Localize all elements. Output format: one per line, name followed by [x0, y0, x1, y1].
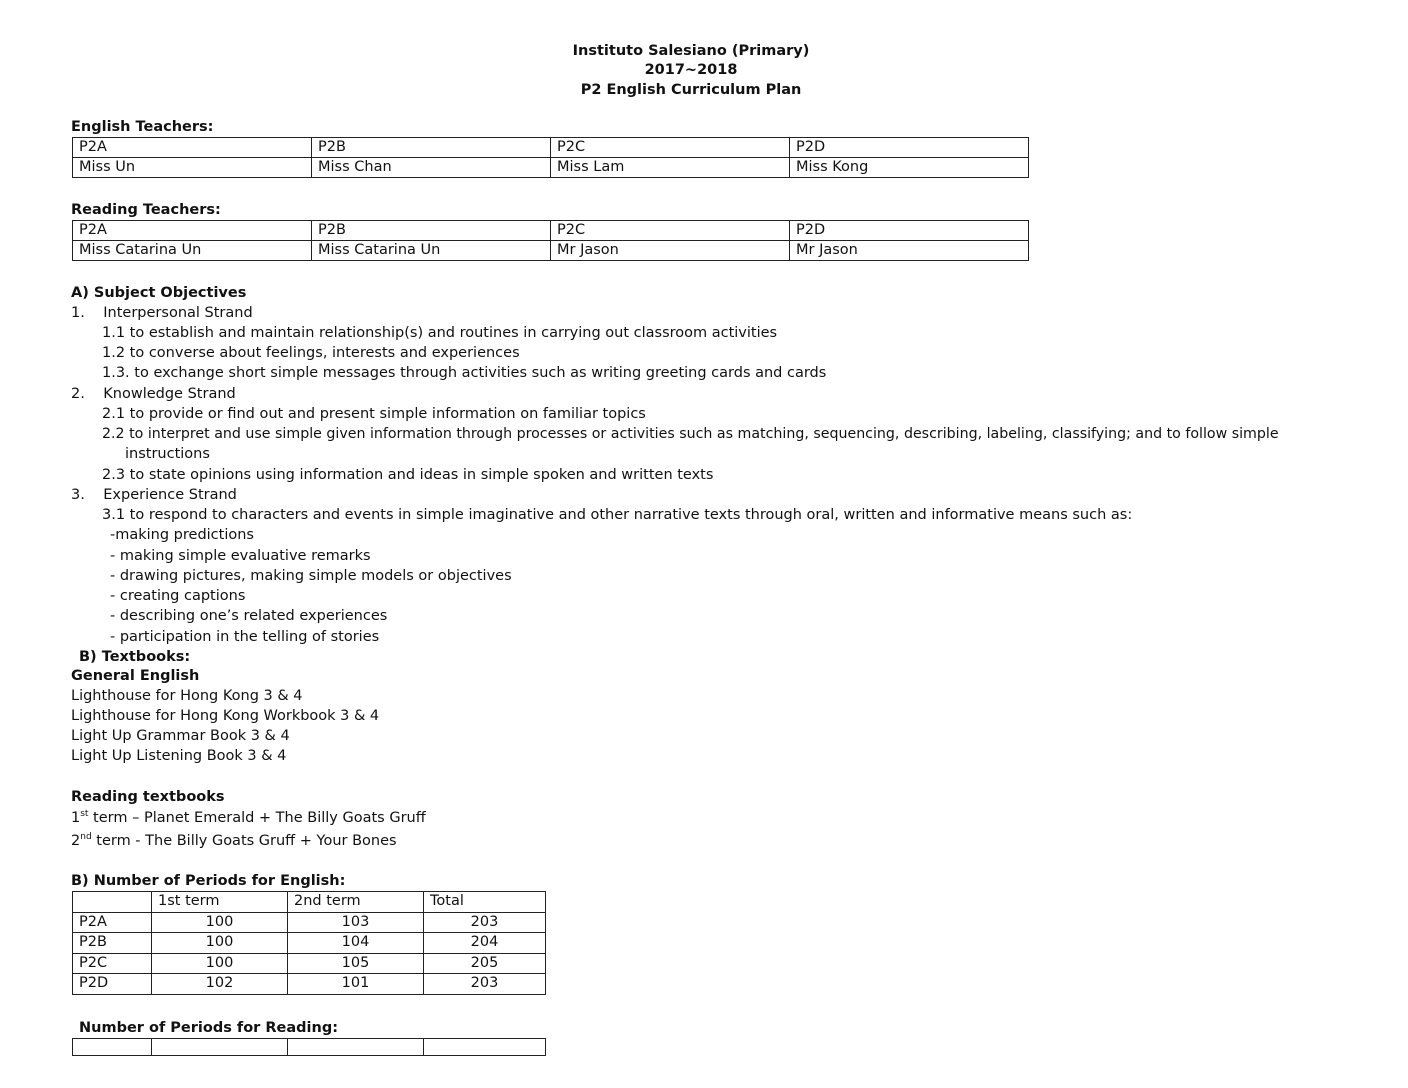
table-row — [73, 138, 1029, 158]
table-row — [73, 158, 1029, 178]
table-cell: 204 — [424, 933, 546, 954]
table-cell: 203 — [424, 912, 546, 933]
table-cell: Miss Lam — [551, 158, 790, 178]
term-text: term – Planet Emerald + The Billy Goats Gruff — [88, 810, 426, 826]
table-cell: 205 — [424, 953, 546, 974]
objectives-heading: A) Subject Objectives — [71, 285, 247, 301]
table-cell — [424, 1039, 546, 1056]
table-header-cell: 2nd term — [288, 892, 424, 913]
ordinal-suffix: st — [80, 809, 89, 820]
table-cell: 105 — [288, 953, 424, 974]
objective-2-2-continued: instructions — [125, 446, 210, 462]
english-teachers-table — [72, 137, 1029, 178]
table-cell: 103 — [288, 912, 424, 933]
bullet-item: - making simple evaluative remarks — [110, 548, 371, 564]
table-cell: Miss Chan — [312, 158, 551, 178]
term-number: 1 — [71, 810, 81, 826]
table-cell: P2A — [73, 138, 312, 158]
bullet-item: -making predictions — [110, 527, 254, 543]
table-cell — [152, 1039, 288, 1056]
table-row — [73, 933, 546, 954]
strand-1: 1. Interpersonal Strand — [71, 305, 253, 321]
periods-reading-label: Number of Periods for Reading: — [79, 1020, 339, 1036]
strand-3: 3. Experience Strand — [71, 487, 237, 503]
objective-1-2: 1.2 to converse about feelings, interests and experiences — [102, 345, 520, 361]
table-cell: P2A — [73, 912, 152, 933]
textbooks-heading: B) Textbooks: — [79, 649, 191, 665]
periods-english-label: B) Number of Periods for English: — [71, 873, 346, 889]
reading-textbooks-heading: Reading textbooks — [71, 789, 225, 805]
periods-reading-table — [72, 1038, 546, 1056]
table-cell — [73, 1039, 152, 1056]
periods-english-table — [72, 891, 546, 995]
table-cell: Mr Jason — [790, 241, 1029, 261]
english-teachers-label: English Teachers: — [71, 119, 214, 135]
table-row — [73, 241, 1029, 261]
table-cell: Mr Jason — [551, 241, 790, 261]
bullet-item: - describing one’s related experiences — [110, 608, 388, 624]
table-cell — [288, 1039, 424, 1056]
table-cell: P2B — [73, 933, 152, 954]
table-cell: 101 — [288, 974, 424, 995]
table-row — [73, 912, 546, 933]
table-cell: 203 — [424, 974, 546, 995]
table-cell: P2A — [73, 221, 312, 241]
objective-1-3: 1.3. to exchange short simple messages through activities such as writing greeting cards and cards — [102, 365, 827, 381]
table-cell: P2C — [73, 953, 152, 974]
reading-term-2 — [71, 832, 397, 850]
ordinal-suffix: nd — [80, 832, 92, 843]
strand-2: 2. Knowledge Strand — [71, 386, 236, 402]
table-cell: Miss Kong — [790, 158, 1029, 178]
general-english-heading: General English — [71, 668, 200, 684]
table-header-cell — [73, 892, 152, 913]
school-name: Instituto Salesiano (Primary) — [572, 43, 810, 59]
textbook-item: Lighthouse for Hong Kong 3 & 4 — [71, 688, 303, 704]
objective-2-2: 2.2 to interpret and use simple given information through processes or activities such as matching, sequencing, describing, labeling, classifying; and to follow simple — [102, 426, 1279, 442]
textbook-item: Light Up Listening Book 3 & 4 — [71, 748, 287, 764]
table-cell: P2C — [551, 221, 790, 241]
bullet-item: - creating captions — [110, 588, 246, 604]
textbook-item: Lighthouse for Hong Kong Workbook 3 & 4 — [71, 708, 380, 724]
bullet-item: - participation in the telling of stories — [110, 629, 380, 645]
table-cell: 102 — [152, 974, 288, 995]
plan-title: P2 English Curriculum Plan — [580, 82, 802, 98]
reading-teachers-table — [72, 220, 1029, 261]
table-cell: P2D — [73, 974, 152, 995]
reading-teachers-label: Reading Teachers: — [71, 202, 221, 218]
school-year: 2017~2018 — [644, 62, 738, 78]
table-row — [73, 1039, 546, 1056]
term-text: term - The Billy Goats Gruff + Your Bones — [91, 833, 397, 849]
textbook-item: Light Up Grammar Book 3 & 4 — [71, 728, 290, 744]
table-cell: P2C — [551, 138, 790, 158]
term-number: 2 — [71, 833, 81, 849]
table-row — [73, 221, 1029, 241]
table-cell: P2B — [312, 221, 551, 241]
table-cell: 104 — [288, 933, 424, 954]
table-cell: Miss Un — [73, 158, 312, 178]
table-cell: 100 — [152, 953, 288, 974]
table-cell: Miss Catarina Un — [73, 241, 312, 261]
table-cell: Miss Catarina Un — [312, 241, 551, 261]
table-header-cell: Total — [424, 892, 546, 913]
bullet-item: - drawing pictures, making simple models or objectives — [110, 568, 512, 584]
table-header-cell: 1st term — [152, 892, 288, 913]
objective-3-1: 3.1 to respond to characters and events in simple imaginative and other narrative texts through oral, written and informative means such as: — [102, 507, 1133, 523]
table-cell: P2B — [312, 138, 551, 158]
objective-2-3: 2.3 to state opinions using information and ideas in simple spoken and written texts — [102, 467, 714, 483]
table-row — [73, 974, 546, 995]
table-header-row — [73, 892, 546, 913]
table-row — [73, 953, 546, 974]
objective-2-1: 2.1 to provide or find out and present simple information on familiar topics — [102, 406, 646, 422]
table-cell: 100 — [152, 912, 288, 933]
table-cell: 100 — [152, 933, 288, 954]
objective-1-1: 1.1 to establish and maintain relationship(s) and routines in carrying out classroom activities — [102, 325, 778, 341]
reading-term-1 — [71, 809, 426, 827]
table-cell: P2D — [790, 221, 1029, 241]
table-cell: P2D — [790, 138, 1029, 158]
